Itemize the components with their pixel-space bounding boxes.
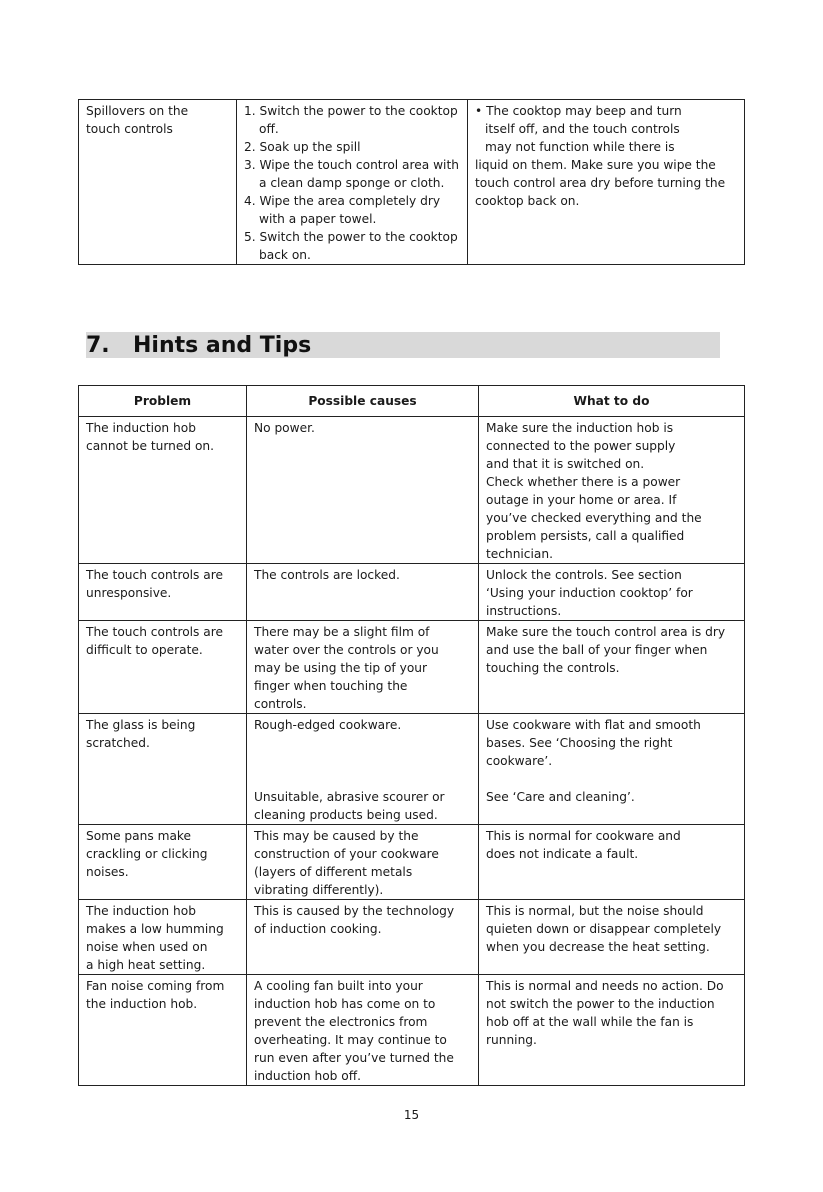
problem-cell <box>79 900 247 975</box>
spillover-problem-cell <box>79 100 237 265</box>
causes-line: There may be a slight film of <box>254 625 430 639</box>
causes-line: No power. <box>254 421 315 435</box>
problem-line: noise when used on <box>86 940 208 954</box>
todo-line: and use the ball of your finger when <box>486 643 708 657</box>
problem-line: unresponsive. <box>86 586 172 600</box>
table-row <box>79 100 745 265</box>
todo-line: Make sure the touch control area is dry <box>486 625 726 639</box>
problem-line: difficult to operate. <box>86 643 203 657</box>
table-header-row <box>79 386 745 417</box>
table-row <box>79 417 745 564</box>
step-line: off. <box>259 122 279 136</box>
causes-line: induction hob has come on to <box>254 997 436 1011</box>
causes-line: finger when touching the <box>254 679 408 693</box>
problem-line: a high heat setting. <box>86 958 206 972</box>
note-line: • The cooktop may beep and turn <box>475 104 682 118</box>
section-number: 7. <box>86 333 110 358</box>
step-line: back on. <box>259 248 311 262</box>
todo-line: quieten down or disappear completely <box>486 922 722 936</box>
causes-line: construction of your cookware <box>254 847 439 861</box>
todo-line: This is normal and needs no action. Do <box>486 979 724 993</box>
todo-line: bases. See ‘Choosing the right <box>486 736 673 750</box>
todo-line: outage in your home or area. If <box>486 493 677 507</box>
causes-cell <box>247 975 479 1086</box>
todo-line: This is normal, but the noise should <box>486 904 704 918</box>
column-header-problem: Problem <box>79 386 247 417</box>
todo-line: Check whether there is a power <box>486 475 681 489</box>
todo-line: cookware’. <box>486 754 553 768</box>
todo-cell <box>479 825 745 900</box>
step-line: 2. Soak up the spill <box>244 140 361 154</box>
problem-cell <box>79 975 247 1086</box>
todo-line: See ‘Care and cleaning’. <box>486 790 635 804</box>
blank-line <box>486 770 737 788</box>
note-line: itself off, and the touch controls <box>485 122 680 136</box>
causes-cell <box>247 621 479 714</box>
problem-cell <box>79 417 247 564</box>
causes-line: Unsuitable, abrasive scourer or <box>254 790 445 804</box>
todo-line: and that it is switched on. <box>486 457 645 471</box>
problem-line: The induction hob <box>86 421 196 435</box>
blank-line <box>254 770 471 788</box>
problem-line: crackling or clicking <box>86 847 208 861</box>
causes-cell <box>247 900 479 975</box>
todo-cell <box>479 417 745 564</box>
todo-cell <box>479 975 745 1086</box>
todo-line: does not indicate a fault. <box>486 847 639 861</box>
todo-cell <box>479 621 745 714</box>
problem-cell <box>79 825 247 900</box>
spillover-note-cell <box>468 100 745 265</box>
problem-line: Fan noise coming from <box>86 979 225 993</box>
problem-line: makes a low humming <box>86 922 224 936</box>
problem-line: noises. <box>86 865 129 879</box>
causes-line: water over the controls or you <box>254 643 439 657</box>
causes-line: overheating. It may continue to <box>254 1033 447 1047</box>
note-line: cooktop back on. <box>475 194 580 208</box>
problem-cell <box>79 714 247 825</box>
causes-line: cleaning products being used. <box>254 808 438 822</box>
causes-cell <box>247 417 479 564</box>
causes-line: controls. <box>254 697 307 711</box>
problem-line: cannot be turned on. <box>86 439 215 453</box>
todo-line: ‘Using your induction cooktop’ for <box>486 586 693 600</box>
problem-line: touch controls <box>86 122 173 136</box>
causes-line: run even after you’ve turned the <box>254 1051 454 1065</box>
step-line: 3. Wipe the touch control area with <box>244 158 459 172</box>
problem-line: The induction hob <box>86 904 196 918</box>
blank-line <box>254 734 471 752</box>
causes-line: The controls are locked. <box>254 568 400 582</box>
todo-line: This is normal for cookware and <box>486 829 681 843</box>
step-line: 1. Switch the power to the cooktop <box>244 104 458 118</box>
todo-line: when you decrease the heat setting. <box>486 940 710 954</box>
causes-line: may be using the tip of your <box>254 661 428 675</box>
note-line: may not function while there is <box>485 140 675 154</box>
problem-line: the induction hob. <box>86 997 198 1011</box>
step-line: 5. Switch the power to the cooktop <box>244 230 458 244</box>
todo-line: Unlock the controls. See section <box>486 568 682 582</box>
causes-cell <box>247 564 479 621</box>
causes-line: prevent the electronics from <box>254 1015 428 1029</box>
todo-line: running. <box>486 1033 537 1047</box>
todo-line: touching the controls. <box>486 661 620 675</box>
blank-line <box>254 752 471 770</box>
problem-line: The glass is being <box>86 718 196 732</box>
causes-line: induction hob off. <box>254 1069 362 1083</box>
todo-line: connected to the power supply <box>486 439 676 453</box>
causes-line: A cooling fan built into your <box>254 979 423 993</box>
problem-cell <box>79 564 247 621</box>
problem-line: The touch controls are <box>86 625 223 639</box>
note-line: touch control area dry before turning the <box>475 176 726 190</box>
todo-line: not switch the power to the induction <box>486 997 715 1011</box>
causes-line: vibrating differently). <box>254 883 384 897</box>
hints-table <box>78 385 745 1086</box>
problem-line: Some pans make <box>86 829 192 843</box>
problem-line: Spillovers on the <box>86 104 189 118</box>
causes-line: of induction cooking. <box>254 922 382 936</box>
section-heading <box>86 332 720 358</box>
column-header-causes: Possible causes <box>247 386 479 417</box>
table-row <box>79 621 745 714</box>
causes-line: Rough-edged cookware. <box>254 718 402 732</box>
causes-line: This is caused by the technology <box>254 904 455 918</box>
causes-cell <box>247 825 479 900</box>
todo-line: you’ve checked everything and the <box>486 511 702 525</box>
table-row <box>79 900 745 975</box>
page-number: 15 <box>403 1108 420 1122</box>
todo-line: technician. <box>486 547 553 561</box>
problem-cell <box>79 621 247 714</box>
spillover-table <box>78 99 745 265</box>
step-line: 4. Wipe the area completely dry <box>244 194 441 208</box>
todo-line: problem persists, call a qualified <box>486 529 685 543</box>
causes-cell <box>247 714 479 825</box>
table-row <box>79 975 745 1086</box>
note-line: liquid on them. Make sure you wipe the <box>475 158 716 172</box>
todo-line: Make sure the induction hob is <box>486 421 674 435</box>
step-line: with a paper towel. <box>259 212 377 226</box>
table-row <box>79 564 745 621</box>
section-title: Hints and Tips <box>133 333 312 358</box>
problem-line: scratched. <box>86 736 150 750</box>
spillover-steps-cell <box>237 100 468 265</box>
todo-cell <box>479 714 745 825</box>
todo-cell <box>479 900 745 975</box>
todo-line: Use cookware with flat and smooth <box>486 718 701 732</box>
table-row <box>79 714 745 825</box>
causes-line: (layers of different metals <box>254 865 413 879</box>
table-row <box>79 825 745 900</box>
todo-cell <box>479 564 745 621</box>
todo-line: instructions. <box>486 604 562 618</box>
causes-line: This may be caused by the <box>254 829 419 843</box>
step-line: a clean damp sponge or cloth. <box>259 176 445 190</box>
problem-line: The touch controls are <box>86 568 223 582</box>
column-header-todo: What to do <box>479 386 745 417</box>
todo-line: hob off at the wall while the fan is <box>486 1015 694 1029</box>
